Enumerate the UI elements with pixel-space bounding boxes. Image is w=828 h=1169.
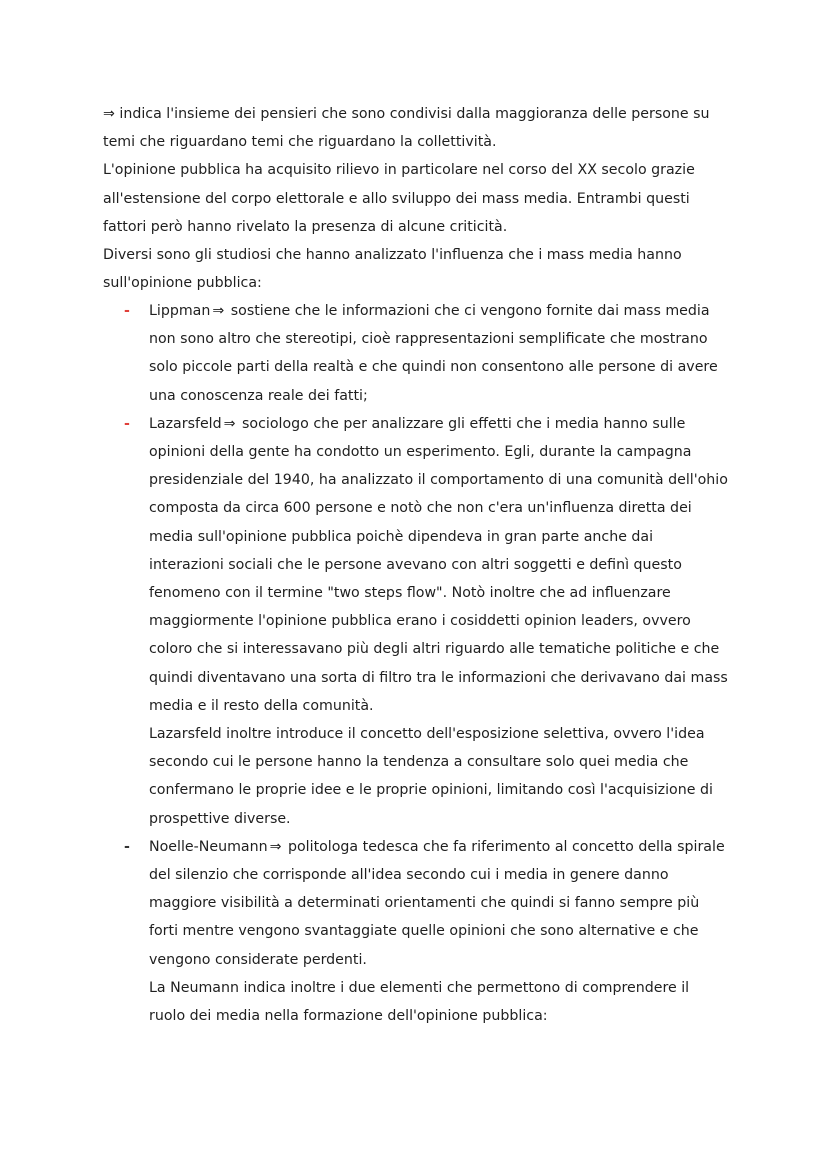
- bullet-text: politologa tedesca che fa riferimento al concetto della spirale del silenzio che corrisponde all'idea secondo cui i media in genere danno maggiore visibilità a determinati orientamenti che quindi si fanno sempre più forti mentre vengono svantaggiate quelle opinioni che sono alternative e che vengono considerate perdenti.: [149, 838, 725, 968]
- scholar-name: Noelle-Neumann: [149, 838, 268, 855]
- arrow-icon: ⇒: [269, 838, 282, 855]
- bullet-dash: -: [124, 415, 130, 432]
- intro-paragraph-definition: ⇒ indica l'insieme dei pensieri che sono condivisi dalla maggioranza delle persone su temi che riguardano temi che riguardano la collettività.: [103, 106, 710, 151]
- bullet-paragraph: [149, 833, 729, 974]
- scholars-list: [0, 297, 828, 1030]
- bullet-text: sociologo che per analizzare gli effetti che i media hanno sulle opinioni della gente ha condotto un esperimento. Egli, durante la campagna presidenziale del 1940, ha analizzato il comportamento di una comunità dell'ohio composta da circa 600 persone e notò che non c'era un'influenza diretta dei media sull'opinione pubblica poichè dipendeva in gran parte anche dai interazioni sociali che le persone avevano con altri soggetti e definì questo fenomeno con il termine "two steps flow". Notò inoltre che ad influenzare maggiormente l'opinione pubblica erano i cosiddetti opinion leaders, ovvero coloro che si interessavano più degli altri riguardo alle tematiche politiche e che quindi diventavano una sorta di filtro tra le informazioni che derivavano dai mass media e il resto della comunità.: [149, 415, 728, 714]
- intro-section: [103, 100, 735, 297]
- bullet-paragraph: [149, 410, 729, 720]
- scholar-name: Lippman: [149, 303, 211, 319]
- list-item: [0, 833, 729, 1030]
- bullet-text: sostiene che le informazioni che ci vengono fornite dai mass media non sono altro che stereotipi, cioè rappresentazioni semplificate che mostrano solo piccole parti della realtà e che quindi non consentono alle persone di avere una conoscenza reale dei fatti;: [149, 303, 718, 404]
- arrow-icon: ⇒: [223, 415, 236, 432]
- bullet-dash: -: [124, 303, 130, 319]
- bullet-extra-paragraph: La Neumann indica inoltre i due elementi che permettono di comprendere il ruolo dei media nella formazione dell'opinione pubblica:: [149, 979, 690, 1025]
- list-item: [0, 410, 729, 833]
- scholar-name: Lazarsfeld: [149, 415, 222, 432]
- arrow-icon: ⇒: [212, 303, 225, 319]
- intro-paragraph-scholars: Diversi sono gli studiosi che hanno analizzato l'influenza che i mass media hanno sull'opinione pubblica:: [103, 247, 682, 292]
- bullet-paragraph: [149, 297, 729, 410]
- intro-paragraph-history: L'opinione pubblica ha acquisito rilievo in particolare nel corso del XX secolo grazie all'estensione del corpo elettorale e allo sviluppo dei mass media. Entrambi questi fattori però hanno rivelato la presenza di alcune criticità.: [103, 162, 695, 235]
- bullet-dash: -: [124, 838, 130, 855]
- bullet-extra-paragraph: Lazarsfeld inoltre introduce il concetto dell'esposizione selettiva, ovvero l'idea secondo cui le persone hanno la tendenza a consultare solo quei media che confermano le proprie idee e le proprie opinioni, limitando così l'acquisizione di prospettive diverse.: [149, 726, 713, 827]
- list-item: [0, 297, 729, 410]
